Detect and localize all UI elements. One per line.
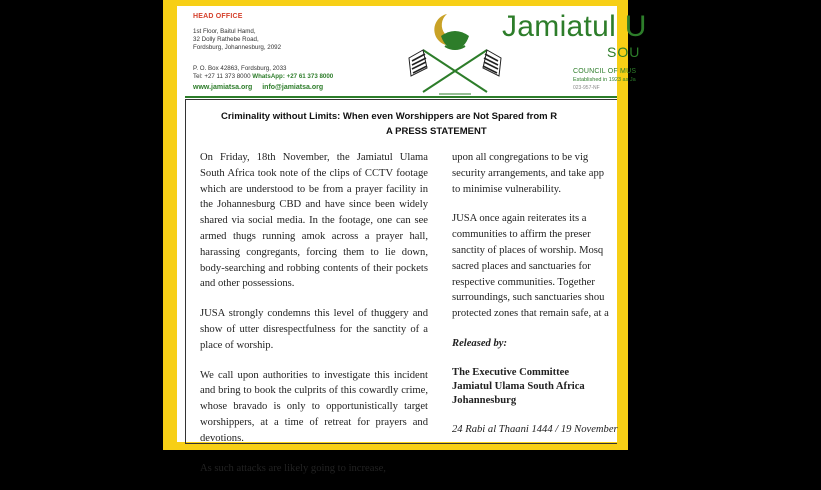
signatory-line: Jamiatul Ulama South Africa [452, 380, 585, 392]
po-box: P. O. Box 42863, Fordsburg, 2033 [193, 65, 287, 72]
address-line: 32 Dolly Rathebe Road, [193, 36, 259, 43]
paragraph: JUSA strongly condemns this level of thuggery and show of utter disrespectfulness for the sanctity of a place of worship. [200, 308, 428, 351]
established-label: Established in 1923 as Ja [573, 77, 636, 83]
statement-title: Criminality without Limits: When even Worshippers are Not Spared from R [221, 111, 558, 122]
document-frame [163, 0, 647, 474]
web-contacts [193, 84, 331, 91]
header-divider [185, 96, 617, 98]
paragraph-line: respective communities. Together [452, 276, 595, 288]
paragraph: We call upon authorities to investigate this incident and bring to book the culprits of this cowardly crime, whose bravado is only to opportunistically target worshippers, at a time of retreat for prayers and devotions. [200, 369, 428, 444]
telephone: Tel: +27 11 373 8000 [193, 73, 251, 80]
address-line: 1st Floor, Baitul Hamd, [193, 28, 256, 35]
paragraph: As such attacks are likely going to increase, [200, 462, 386, 474]
press-statement-page [177, 6, 647, 474]
paragraph-line: sacred places and sanctuaries for [452, 260, 591, 272]
paragraph-line: security arrangements, and take app [452, 167, 605, 179]
organisation-subname: SOU [607, 44, 641, 60]
paragraph-line: surroundings, such sanctuaries shou [452, 292, 605, 304]
crossed-flags-icon [409, 50, 501, 92]
signatory-block [452, 366, 652, 408]
paragraph-line: sanctity of places of worship. Mosq [452, 244, 604, 256]
paragraph-line: protected zones that remain safe, at a [452, 308, 609, 320]
paragraph [452, 211, 652, 322]
paragraph: On Friday, 18th November, the Jamiatul Ulama South Africa took note of the clips of CCTV footage which are understood to be from a prayer facility in the Johannesburg CBD and have since been widely shared via social media. In the footage, one can see armed thugs running amok across a prayer hall, harassing congregants, forcing them to lie down, body-searching and robbing contents of their pockets and other possessions. [200, 152, 428, 290]
organisation-name: Jamiatul U [502, 10, 647, 43]
statement-subtitle: A PRESS STATEMENT [386, 126, 487, 137]
secondary-phone: 023-957-NF [573, 85, 600, 91]
paragraph-line: to minimise vulnerability. [452, 183, 562, 195]
signatory-line: The Executive Committee [452, 366, 570, 378]
head-office-label: HEAD OFFICE [193, 13, 243, 20]
paragraph [452, 150, 652, 197]
paragraph-line: JUSA once again reiterates its a [452, 213, 587, 225]
address-line: Fordsburg, Johannesburg, 2092 [193, 44, 282, 51]
website-link[interactable]: www.jamiatsa.org [193, 84, 253, 91]
whatsapp: WhatsApp: +27 61 373 8000 [252, 73, 334, 80]
council-label: COUNCIL OF MUS [573, 68, 637, 75]
right-column [452, 150, 652, 452]
left-column [200, 150, 428, 490]
phone-line [193, 73, 333, 81]
paragraph-line: upon all congregations to be vig [452, 152, 589, 163]
released-by-label: Released by: [452, 337, 508, 349]
statement-date: 24 Rabi al Thaani 1444 / 19 November [452, 423, 618, 435]
mosque-crescent-emblem-icon [401, 6, 509, 98]
email-link[interactable]: info@jamiatsa.org [262, 84, 324, 91]
office-address [193, 28, 281, 52]
paragraph-line: communities to affirm the preser [452, 229, 591, 241]
contact-details [193, 65, 333, 81]
signatory-line: Johannesburg [452, 394, 517, 406]
